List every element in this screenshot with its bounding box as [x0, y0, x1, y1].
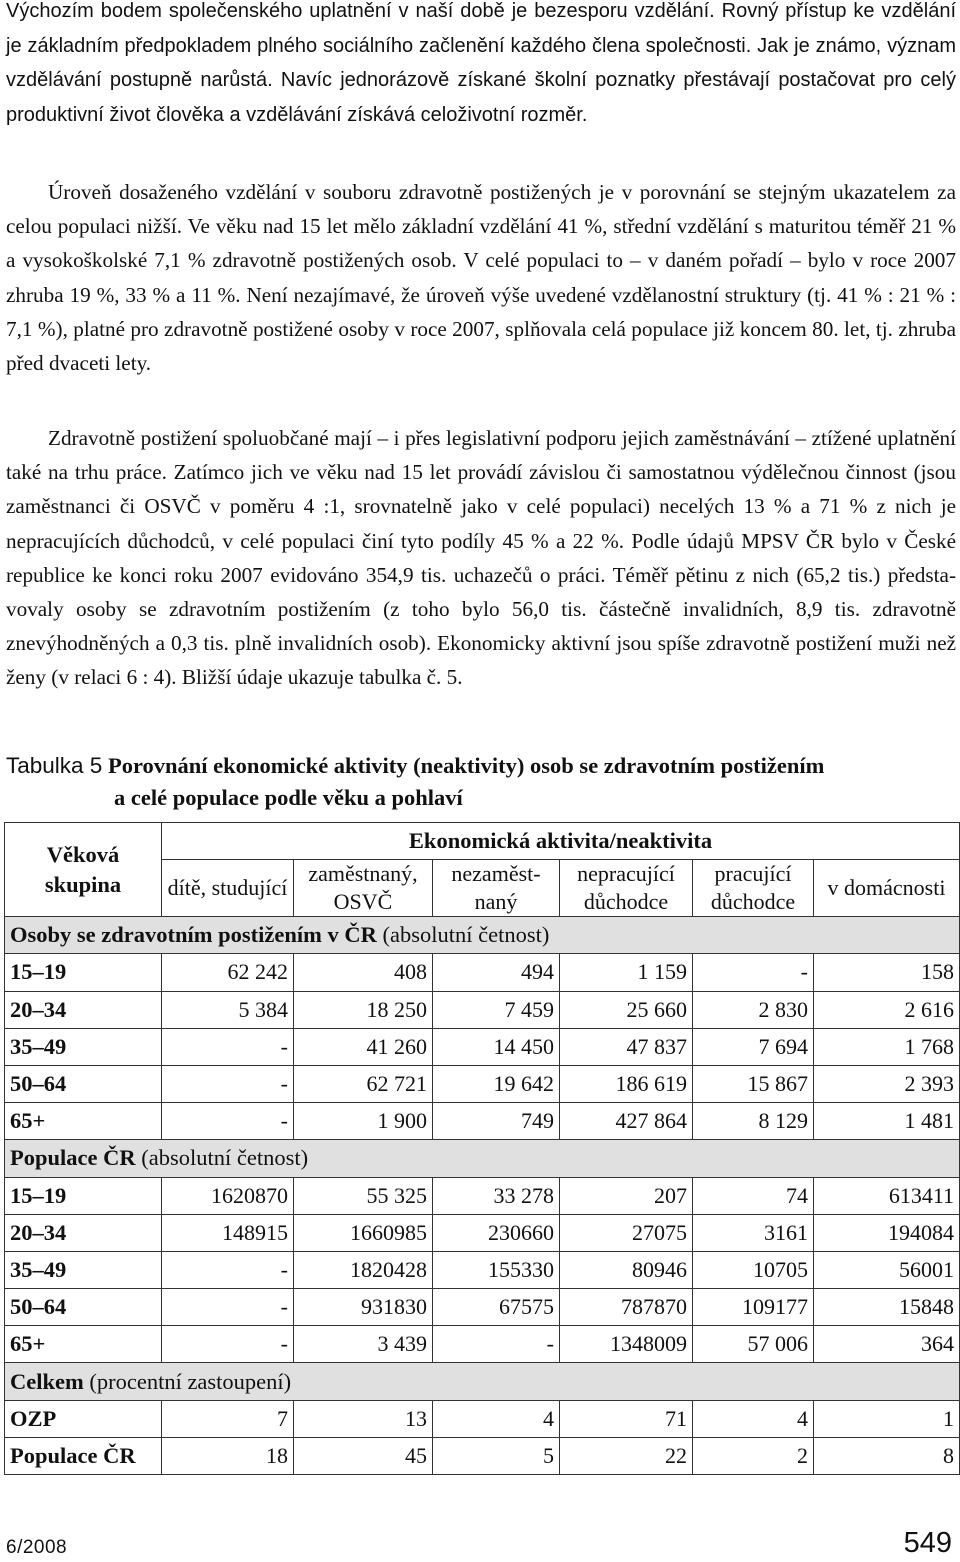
table-cell: 57 006	[693, 1326, 814, 1363]
table-cell: 56001	[814, 1251, 960, 1288]
table-cell: 80946	[560, 1251, 693, 1288]
table-cell: 45	[294, 1437, 433, 1474]
table-row	[5, 1065, 960, 1102]
table-cell: -	[162, 1289, 294, 1326]
row-label: 65+	[5, 1326, 162, 1363]
table-cell: 749	[433, 1103, 560, 1140]
table-cell: 74	[693, 1177, 814, 1214]
table-cell: 41 260	[294, 1028, 433, 1065]
table-cell: 27075	[560, 1214, 693, 1251]
table-row	[5, 1289, 960, 1326]
table-cell: 427 864	[560, 1103, 693, 1140]
section-title-note: (procentní zastoupení)	[83, 1368, 292, 1394]
section-title	[5, 1363, 960, 1400]
table-cell: 1 159	[560, 954, 693, 991]
table-cell: 15 867	[693, 1065, 814, 1102]
page-number: 549	[903, 1527, 952, 1559]
table-cell: 5 384	[162, 991, 294, 1028]
table-row	[5, 1400, 960, 1437]
table-cell: 62 242	[162, 954, 294, 991]
table-cell: 186 619	[560, 1065, 693, 1102]
table-cell: 3161	[693, 1214, 814, 1251]
table-cell: -	[162, 1065, 294, 1102]
table-cell: 613411	[814, 1177, 960, 1214]
table-caption-title-line1: Porovnání ekonomické aktivity (neaktivity) osob se zdravotním postižením	[107, 753, 825, 778]
table-caption-label: Tabulka 5	[6, 753, 103, 778]
table-cell: 18	[162, 1437, 294, 1474]
table-cell: 2 393	[814, 1065, 960, 1102]
table-cell: 207	[560, 1177, 693, 1214]
economic-activity-table	[4, 822, 960, 1475]
table-cell: 2	[693, 1437, 814, 1474]
table-cell: 8	[814, 1437, 960, 1474]
table-section-header	[5, 917, 960, 954]
table-cell: 1660985	[294, 1214, 433, 1251]
column-header-5: pracující důchodce	[693, 860, 814, 917]
table-cell: 3 439	[294, 1326, 433, 1363]
table-section-header	[5, 1363, 960, 1400]
table-cell: 62 721	[294, 1065, 433, 1102]
table-cell: -	[162, 1326, 294, 1363]
table-cell: 8 129	[693, 1103, 814, 1140]
table-cell: -	[693, 954, 814, 991]
table-cell: 7 694	[693, 1028, 814, 1065]
table-cell: 25 660	[560, 991, 693, 1028]
section-title-bold: Osoby se zdravotním postižením v ČR	[10, 922, 377, 948]
table-cell: 7 459	[433, 991, 560, 1028]
column-header-6: v domácnosti	[814, 860, 960, 917]
table-cell: 230660	[433, 1214, 560, 1251]
issue-number: 6/2008	[6, 1537, 68, 1558]
row-label: OZP	[5, 1400, 162, 1437]
table-cell: 7	[162, 1400, 294, 1437]
table-row	[5, 1251, 960, 1288]
row-label: 50–64	[5, 1289, 162, 1326]
section-title	[5, 1140, 960, 1177]
table-cell: 1 481	[814, 1103, 960, 1140]
section-title	[5, 917, 960, 954]
row-label: 35–49	[5, 1251, 162, 1288]
table-cell: 5	[433, 1437, 560, 1474]
table-cell: 1 900	[294, 1103, 433, 1140]
table-cell: 14 450	[433, 1028, 560, 1065]
table-cell: 33 278	[433, 1177, 560, 1214]
table-header-row-top	[5, 823, 960, 860]
age-group-header-text: Věková skupina	[44, 841, 122, 897]
age-group-header	[5, 823, 162, 917]
table-body	[5, 917, 960, 1475]
table-cell: 2 830	[693, 991, 814, 1028]
column-header-4: nepracující důchodce	[560, 860, 693, 917]
table-cell: 18 250	[294, 991, 433, 1028]
table-row	[5, 991, 960, 1028]
table-cell: 1348009	[560, 1326, 693, 1363]
table-cell: -	[162, 1103, 294, 1140]
paragraph-education-level: Úroveň dosaženého vzdělání v souboru zdravotně postižených je v porovnání se stejným ukazatelem za celou populaci nižší. Ve věku nad 15 let mělo základní vzdělání 41 %, střední vzdělání s maturitou téměř 21 % a vysokoškolské 7,1 % zdravotně postižených osob. V celé populaci to – v daném pořadí – bylo v roce 2007 zhruba 19 %, 33 % a 11 %. Není nezajímavé, že úroveň výše uvedené vzdělanostní struktury (tj. 41 % : 21 % : 7,1 %), platné pro zdravotně postižené osoby v roce 2007, splňovala celá populace již koncem 80. let, tj. zhruba před dvaceti lety.	[6, 180, 956, 376]
table-cell: -	[162, 1251, 294, 1288]
table-cell: 364	[814, 1326, 960, 1363]
table-cell: 408	[294, 954, 433, 991]
row-label: 20–34	[5, 1214, 162, 1251]
column-header-1: dítě, studující	[162, 860, 294, 917]
table-cell: 15848	[814, 1289, 960, 1326]
section-title-note: (absolutní četnost)	[376, 922, 550, 948]
section-title-bold: Celkem	[10, 1368, 84, 1394]
table-cell: 109177	[693, 1289, 814, 1326]
column-header-3: nezaměst-naný	[433, 860, 560, 917]
row-label: 35–49	[5, 1028, 162, 1065]
table-cell: 1620870	[162, 1177, 294, 1214]
table-cell: 67575	[433, 1289, 560, 1326]
table-cell: 55 325	[294, 1177, 433, 1214]
table-cell: 1 768	[814, 1028, 960, 1065]
section-title-note: (absolutní četnost)	[135, 1145, 309, 1171]
table-cell: 1820428	[294, 1251, 433, 1288]
table-cell: 71	[560, 1400, 693, 1437]
table-row	[5, 1326, 960, 1363]
table-cell: 19 642	[433, 1065, 560, 1102]
paragraph-intro: Výchozím bodem společenského uplatnění v naší době je bezesporu vzdělání. Rovný přístup ke vzdělání je základním předpokladem plného sociálního začlenění každého člena společnosti. Jak je známo, význam vzdělávání postupně narůstá. Navíc jednorázově získané školní poznatky přestávají postačovat pro celý produktivní život člověka a vzdělávání získává celoživotní rozměr.	[6, 0, 956, 126]
row-label: Populace ČR	[5, 1437, 162, 1474]
table-row	[5, 1028, 960, 1065]
table-cell: 158	[814, 954, 960, 991]
economic-activity-header: Ekonomická aktivita/neaktivita	[162, 823, 960, 860]
table-row	[5, 1437, 960, 1474]
table-cell: 10705	[693, 1251, 814, 1288]
table-cell: -	[162, 1028, 294, 1065]
table-cell: -	[433, 1326, 560, 1363]
row-label: 20–34	[5, 991, 162, 1028]
table-cell: 155330	[433, 1251, 560, 1288]
table-row	[5, 1103, 960, 1140]
row-label: 15–19	[5, 954, 162, 991]
section-title-bold: Populace ČR	[10, 1145, 136, 1171]
paragraph-labor-market: Zdravotně postižení spoluobčané mají – i přes legislativní podporu jejich zaměstnávání – ztížené uplatnění také na trhu práce. Zatímco jich ve věku nad 15 let provádí závislou či samostatnou výdělečnou činnost (jsou zaměstnanci či OSVČ v poměru 4 :1, srovnatelně jako v celé populaci) necelých 13 % a 71 % z nich je nepracujících důchodců, v celé populaci činí tyto podíly 45 % a 22 %. Podle údajů MPSV ČR bylo v České republice ke konci roku 2007 evidováno 354,9 tis. uchazečů o práci. Téměř pětinu z nich (65,2 tis.) představovaly osoby se zdravotním postižením (z toho bylo 56,0 tis. částečně invalidních, 8,9 tis. zdravotně znevýhodněných a 0,3 tis. plně invalidních osob). Ekonomicky aktivní jsou spíše zdravotně postižení muži než ženy (v relaci 6 : 4). Bližší údaje ukazuje tabulka č. 5.	[6, 426, 956, 690]
table-cell: 194084	[814, 1214, 960, 1251]
table-cell: 787870	[560, 1289, 693, 1326]
table-cell: 4	[693, 1400, 814, 1437]
row-label: 50–64	[5, 1065, 162, 1102]
table-row	[5, 954, 960, 991]
column-header-2: zaměstnaný, OSVČ	[294, 860, 433, 917]
row-label: 15–19	[5, 1177, 162, 1214]
table-caption	[6, 750, 956, 814]
table-cell: 148915	[162, 1214, 294, 1251]
row-label: 65+	[5, 1103, 162, 1140]
table-row	[5, 1214, 960, 1251]
table-cell: 1	[814, 1400, 960, 1437]
table-cell: 4	[433, 1400, 560, 1437]
table-cell: 494	[433, 954, 560, 991]
table-cell: 931830	[294, 1289, 433, 1326]
table-cell: 47 837	[560, 1028, 693, 1065]
table-cell: 13	[294, 1400, 433, 1437]
table-row	[5, 1177, 960, 1214]
table-caption-title-line2: a celé populace podle věku a pohlaví	[114, 785, 463, 810]
table-section-header	[5, 1140, 960, 1177]
table-cell: 2 616	[814, 991, 960, 1028]
table-cell: 22	[560, 1437, 693, 1474]
